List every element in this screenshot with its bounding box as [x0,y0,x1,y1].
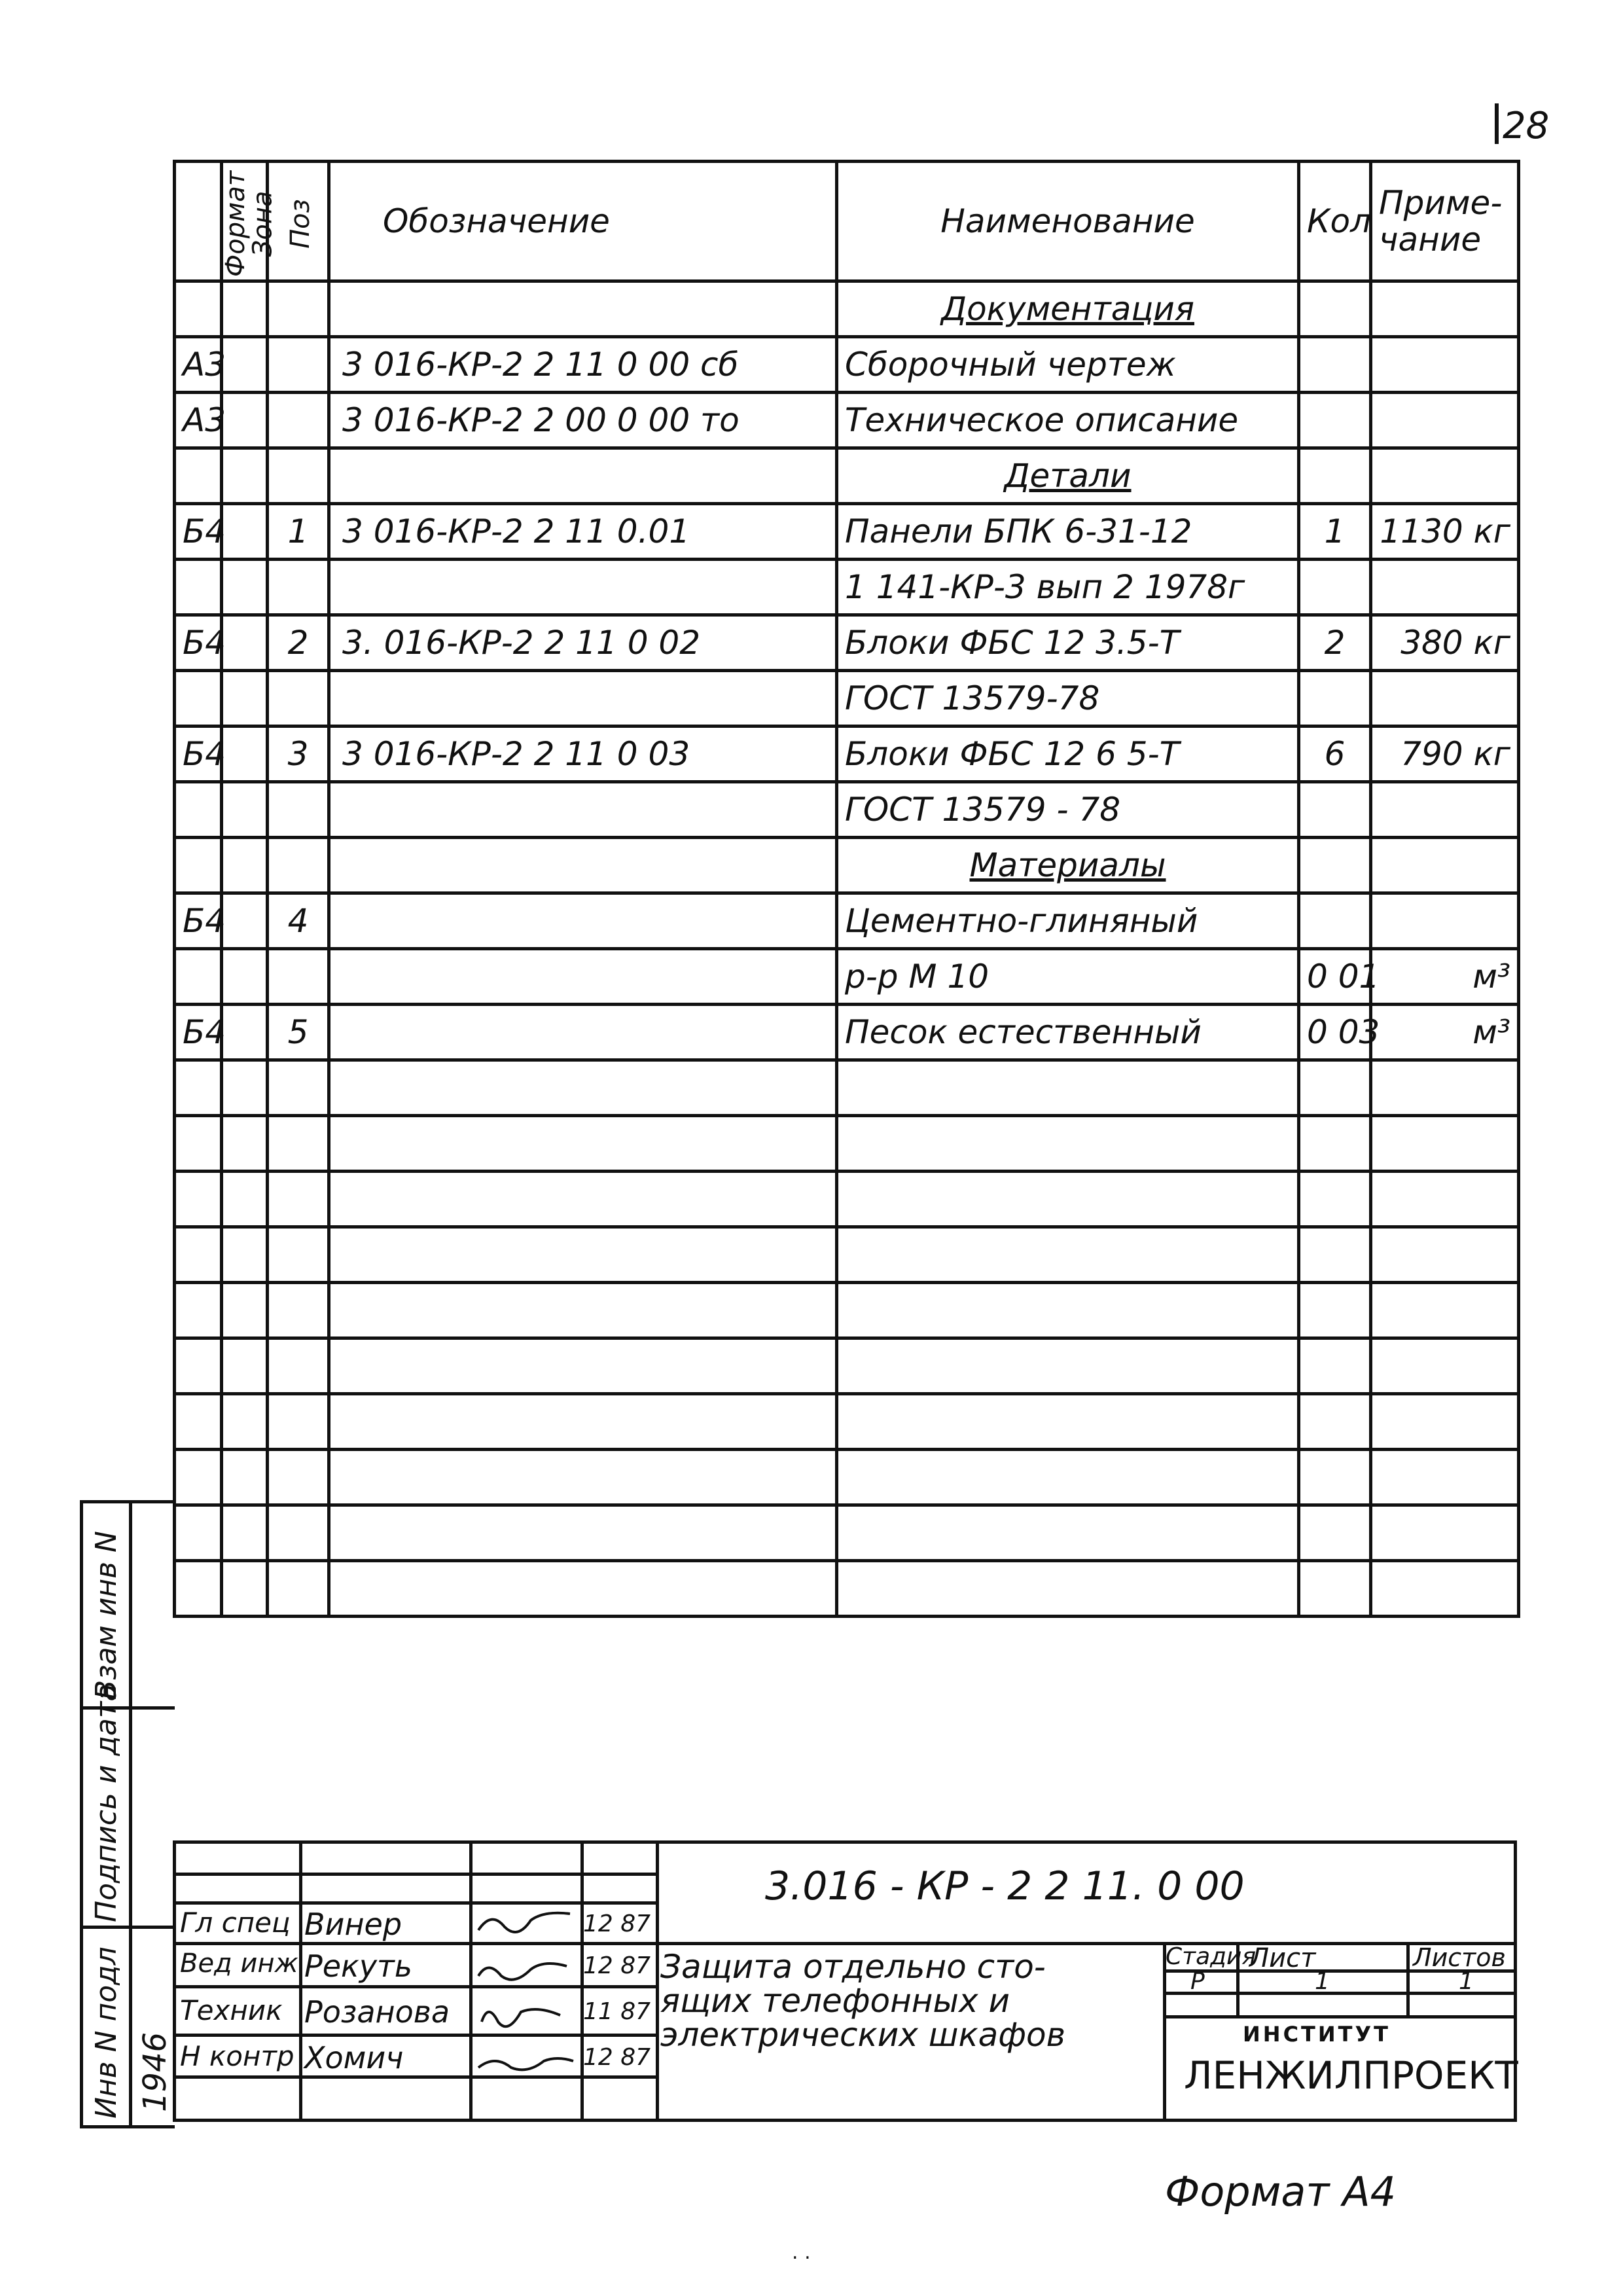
cell-name [837,1227,1299,1283]
cell-format [175,782,222,838]
header-name: Наименование [837,162,1299,281]
cell-designation [329,1283,837,1338]
cell-zone [222,671,268,726]
page-number: 28 [1503,105,1550,147]
cell-zone [222,281,268,337]
cell-name: Блоки ФБС 12 3.5-Т [837,615,1299,671]
table-row [175,893,1519,949]
format-label: Формат А4 [1165,2168,1397,2215]
section-row [175,838,1519,893]
cell-note [1371,560,1519,615]
cell-pos: 2 [268,615,329,671]
table-row [175,1005,1519,1060]
cell-zone [222,1005,268,1060]
cell-note: 790 кг [1371,726,1519,782]
cell-qty: 2 [1299,615,1371,671]
signatures-drawing [472,1904,577,2100]
cell-name [837,1450,1299,1505]
section-row [175,281,1519,337]
cell-pos [268,281,329,337]
cell-zone [222,1561,268,1617]
cell-designation: 3 016-КР-2 2 11 0 00 сб [329,337,837,393]
header-qty: Кол [1299,162,1371,281]
cell-note [1371,1172,1519,1227]
cell-qty [1299,560,1371,615]
strip-divider [83,1926,175,1929]
cell-zone [222,615,268,671]
cell-pos: 3 [268,726,329,782]
document-code: 3.016 - КР - 2 2 11. 0 00 [765,1863,1245,1909]
cell-pos [268,838,329,893]
cell-note [1371,1116,1519,1172]
cell-format [175,1561,222,1617]
cell-name: Панели БПК 6-31-12 [837,504,1299,560]
cell-designation [329,1394,837,1450]
sheets-label: Листов [1413,1943,1506,1972]
table-row [175,393,1519,448]
signer-role: Н контр [180,2040,294,2072]
cell-pos [268,1394,329,1450]
cell-qty [1299,1172,1371,1227]
table-row [175,1116,1519,1172]
cell-pos [268,1505,329,1561]
cell-qty: 0 03 [1299,1005,1371,1060]
cell-format: Б4 [175,504,222,560]
cell-qty [1299,1561,1371,1617]
table-row [175,337,1519,393]
cell-zone [222,1283,268,1338]
cell-format [175,671,222,726]
cell-zone [222,1505,268,1561]
cell-pos [268,1227,329,1283]
stage-value: Р [1190,1968,1205,1995]
cell-pos [268,1561,329,1617]
cell-pos: 4 [268,893,329,949]
cell-zone [222,1060,268,1116]
cell-designation [329,1338,837,1394]
institute-label: ИНСТИТУТ [1243,2022,1391,2047]
cell-format [175,281,222,337]
cell-zone [222,1227,268,1283]
cell-format [175,448,222,504]
cell-format: Б4 [175,1005,222,1060]
signer-name: Рекуть [304,1948,412,1984]
page-number-frame [1495,103,1499,144]
spec-body [175,281,1519,1617]
cell-zone [222,1394,268,1450]
cell-format [175,1060,222,1116]
cell-pos [268,560,329,615]
inv-orig-value: 1946 [137,2032,173,2112]
cell-zone [222,337,268,393]
cell-zone [222,1172,268,1227]
cell-zone [222,726,268,782]
table-row [175,782,1519,838]
cell-format [175,1283,222,1338]
signer-date: 11 87 [583,1998,651,2025]
cell-note [1371,838,1519,893]
table-row [175,1505,1519,1561]
signer-name: Розанова [304,1994,450,2030]
cell-name: Сборочный чертеж [837,337,1299,393]
cell-note [1371,671,1519,726]
cell-pos [268,1450,329,1505]
cell-pos [268,949,329,1005]
cell-designation [329,1227,837,1283]
cell-name [837,1505,1299,1561]
signature-date-label: Подпись и дата [90,1683,123,1922]
cell-zone [222,782,268,838]
cell-note: 380 кг [1371,615,1519,671]
cell-zone [222,1338,268,1394]
header-zone: Зона [247,190,278,257]
cell-note [1371,1338,1519,1394]
table-row [175,1561,1519,1617]
cell-qty [1299,1338,1371,1394]
table-row [175,615,1519,671]
cell-name: Материалы [837,838,1299,893]
sheet-label: Лист [1249,1943,1316,1973]
cell-zone [222,893,268,949]
cell-name: Блоки ФБС 12 6 5-Т [837,726,1299,782]
cell-pos [268,1283,329,1338]
cell-note [1371,1505,1519,1561]
cell-format: А3 [175,393,222,448]
cell-name: Цементно-глиняный [837,893,1299,949]
institute-name: ЛЕНЖИЛПРОЕКТ [1184,2053,1518,2098]
cell-format [175,949,222,1005]
cell-designation [329,448,837,504]
cell-designation [329,1561,837,1617]
cell-zone [222,560,268,615]
cell-qty [1299,893,1371,949]
cell-designation [329,782,837,838]
cell-designation [329,560,837,615]
replace-inv-label: Взам инв N [90,1531,123,1700]
table-row [175,1172,1519,1227]
signer-role: Вед инж [180,1948,298,1979]
cell-designation [329,1005,837,1060]
cell-qty [1299,1227,1371,1283]
table-row [175,504,1519,560]
table-row [175,1338,1519,1394]
cell-note [1371,1394,1519,1450]
cell-format: Б4 [175,615,222,671]
cell-format [175,1227,222,1283]
cell-pos [268,448,329,504]
cell-designation [329,893,837,949]
cell-name: р-р М 10 [837,949,1299,1005]
cell-format: Б4 [175,726,222,782]
binding-strip [80,1500,175,2128]
header-format: Формат [221,170,251,278]
cell-note [1371,1227,1519,1283]
cell-designation [329,1172,837,1227]
sheet-value: 1 [1315,1968,1330,1995]
cell-format [175,1394,222,1450]
cell-designation: 3. 016-КР-2 2 11 0 02 [329,615,837,671]
cell-name: Техническое описание [837,393,1299,448]
cell-qty [1299,281,1371,337]
cell-format [175,1116,222,1172]
cell-name [837,1172,1299,1227]
cell-zone [222,504,268,560]
cell-name: ГОСТ 13579-78 [837,671,1299,726]
spec-header-row [175,162,1519,281]
cell-qty [1299,393,1371,448]
table-row [175,1394,1519,1450]
cell-note: м³ [1371,949,1519,1005]
signer-name: Винер [304,1907,402,1942]
cell-note: м³ [1371,1005,1519,1060]
stage-label: Стадия [1166,1943,1257,1970]
cell-qty [1299,1450,1371,1505]
cell-qty: 1 [1299,504,1371,560]
table-row [175,1450,1519,1505]
cell-qty [1299,1116,1371,1172]
table-row [175,1227,1519,1283]
cell-name [837,1116,1299,1172]
cell-name [837,1060,1299,1116]
cell-pos [268,1116,329,1172]
cell-note [1371,1561,1519,1617]
cell-qty [1299,1505,1371,1561]
signer-date: 12 87 [583,1910,651,1937]
signer-role: Гл спец [180,1907,291,1939]
cell-name [837,1561,1299,1617]
table-row [175,560,1519,615]
cell-format [175,1505,222,1561]
table-row [175,1283,1519,1338]
cell-note [1371,1060,1519,1116]
cell-qty [1299,1283,1371,1338]
cell-designation [329,1505,837,1561]
cell-qty [1299,1060,1371,1116]
cell-note [1371,448,1519,504]
cell-qty [1299,838,1371,893]
cell-note [1371,1450,1519,1505]
cell-qty [1299,337,1371,393]
cell-pos [268,782,329,838]
sheets-value: 1 [1459,1968,1474,1995]
header-pos: Поз [285,199,315,249]
cell-designation [329,949,837,1005]
title-block [173,1840,1517,2122]
table-row [175,726,1519,782]
cell-name: Песок естественный [837,1005,1299,1060]
cell-designation [329,281,837,337]
cell-zone [222,949,268,1005]
header-note: Приме- чание [1371,162,1519,281]
cell-zone [222,393,268,448]
cell-note [1371,1283,1519,1338]
table-row [175,671,1519,726]
cell-designation: 3 016-КР-2 2 11 0 03 [329,726,837,782]
cell-pos [268,671,329,726]
cell-name [837,1338,1299,1394]
document-title: Защита отдельно сто- ящих телефонных и электрических шкафов [660,1948,1066,2054]
cell-note [1371,893,1519,949]
cell-designation [329,1450,837,1505]
inv-orig-label: Инв N подл [90,1946,123,2119]
section-row [175,448,1519,504]
cell-note: 1130 кг [1371,504,1519,560]
cell-format: Б4 [175,893,222,949]
cell-format [175,1172,222,1227]
cell-zone [222,838,268,893]
bottom-mark: . . [792,2241,811,2264]
cell-format [175,1450,222,1505]
cell-qty [1299,1394,1371,1450]
cell-format [175,838,222,893]
signer-name: Хомич [304,2040,404,2075]
cell-pos [268,337,329,393]
cell-pos: 5 [268,1005,329,1060]
cell-format: А3 [175,337,222,393]
cell-note [1371,281,1519,337]
specification-table [173,160,1520,1618]
cell-designation [329,671,837,726]
cell-qty [1299,782,1371,838]
cell-name [837,1394,1299,1450]
cell-name: Детали [837,448,1299,504]
cell-name: 1 141-КР-3 вып 2 1978г [837,560,1299,615]
header-designation: Обозначение [329,162,837,281]
cell-format [175,1338,222,1394]
table-row [175,949,1519,1005]
cell-pos [268,1172,329,1227]
cell-name: Документация [837,281,1299,337]
cell-designation [329,1060,837,1116]
cell-designation [329,1116,837,1172]
cell-zone [222,448,268,504]
cell-note [1371,782,1519,838]
cell-pos [268,1060,329,1116]
cell-designation [329,838,837,893]
cell-pos [268,1338,329,1394]
cell-pos: 1 [268,504,329,560]
cell-designation: 3 016-КР-2 2 00 0 00 то [329,393,837,448]
cell-format [175,560,222,615]
cell-zone [222,1450,268,1505]
cell-qty [1299,448,1371,504]
cell-qty: 6 [1299,726,1371,782]
cell-note [1371,337,1519,393]
cell-pos [268,393,329,448]
cell-name: ГОСТ 13579 - 78 [837,782,1299,838]
cell-name [837,1283,1299,1338]
cell-qty: 0 01 [1299,949,1371,1005]
table-row [175,1060,1519,1116]
cell-note [1371,393,1519,448]
cell-designation: 3 016-КР-2 2 11 0.01 [329,504,837,560]
cell-qty [1299,671,1371,726]
signer-role: Техник [180,1994,283,2026]
signer-date: 12 87 [583,1952,651,1979]
signer-date: 12 87 [583,2044,651,2071]
cell-zone [222,1116,268,1172]
